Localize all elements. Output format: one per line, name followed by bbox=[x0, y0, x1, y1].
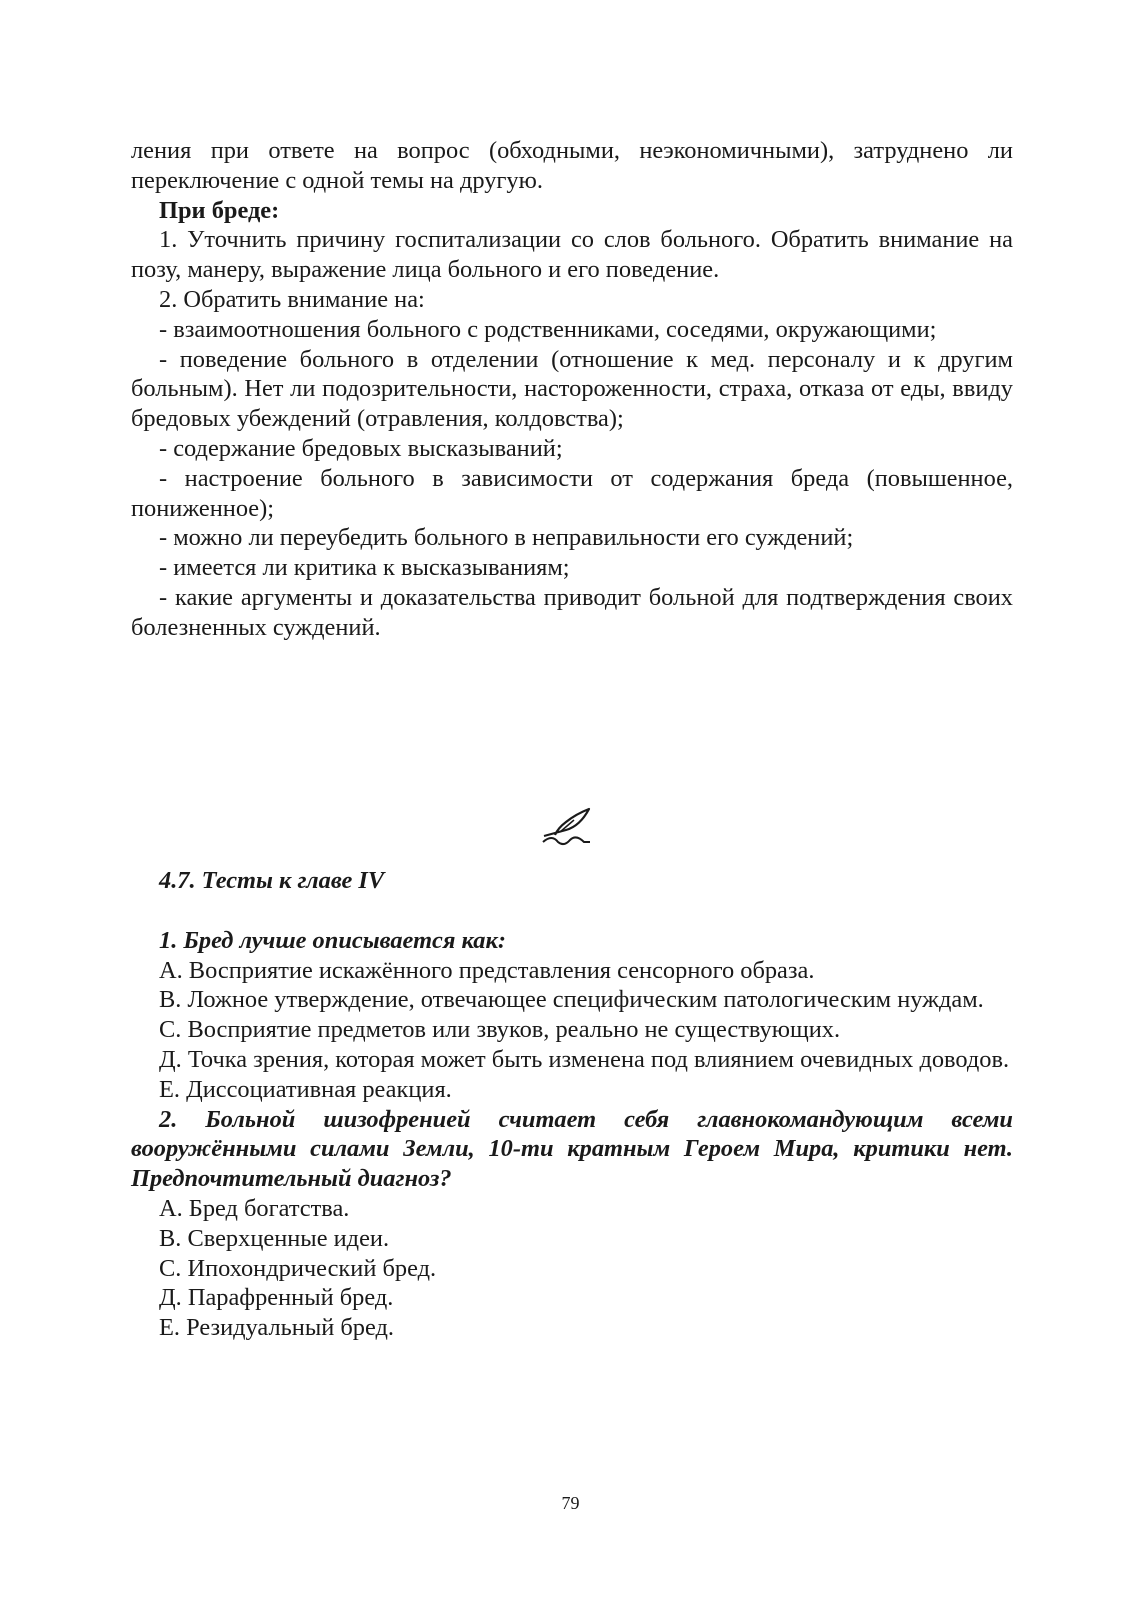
page-body bbox=[131, 136, 1013, 643]
subheading-delusion: При бреде: bbox=[159, 196, 280, 224]
quill-pen-icon bbox=[540, 806, 594, 848]
section-heading: 4.7. Тесты к главе IV bbox=[159, 867, 385, 894]
list-item: - имеется ли критика к высказываниям; bbox=[159, 554, 570, 582]
answer-option: Д. Точка зрения, которая может быть изменена под влиянием очевидных доводов. bbox=[159, 1045, 1010, 1073]
answer-option: С. Ипохондрический бред. bbox=[159, 1254, 437, 1282]
answer-option: А. Бред богатства. bbox=[159, 1194, 350, 1222]
question-1: 1. Бред лучше описывается как: bbox=[159, 926, 506, 954]
paragraph-continuation: ления при ответе на вопрос (обходными, неэкономичными), затруднено ли переключение с одной темы на другую. bbox=[131, 137, 1013, 194]
tests-section bbox=[131, 866, 1013, 1343]
list-item: - настроение больного в зависимости от содержания бреда (повышенное, пониженное); bbox=[131, 464, 1013, 522]
list-item: - взаимоотношения больного с родственниками, соседями, окружающими; bbox=[159, 315, 937, 343]
list-item: 1. Уточнить причину госпитализации со слов больного. Обратить внимание на позу, манеру, выражение лица больного и его поведение. bbox=[131, 226, 1013, 284]
question-2: 2. Больной шизофренией считает себя главнокомандующим всеми вооружёнными силами Земли, 10-ти кратным Героем Мира, критики нет. Предпочтительный диагноз? bbox=[131, 1105, 1013, 1193]
answer-option: Д. Парафренный бред. bbox=[159, 1284, 394, 1312]
answer-option: Е. Диссоциативная реакция. bbox=[159, 1075, 452, 1103]
list-item: - поведение больного в отделении (отношение к мед. персоналу и к другим больным). Нет ли подозрительности, настороженности, страха, отказа от еды, ввиду бредовых убеждений (отравления, колдовства); bbox=[131, 345, 1013, 433]
list-item: - какие аргументы и доказательства приводит больной для подтверждения своих болезненных суждений. bbox=[131, 583, 1013, 641]
answer-option: Е. Резидуальный бред. bbox=[159, 1314, 394, 1342]
answer-option: А. Восприятие искажённого представления сенсорного образа. bbox=[159, 956, 815, 984]
answer-option: В. Сверхценные идеи. bbox=[159, 1224, 390, 1252]
answer-option: В. Ложное утверждение, отвечающее специфическим патологическим нуждам. bbox=[159, 986, 984, 1014]
list-item: - содержание бредовых высказываний; bbox=[159, 434, 563, 462]
list-item: - можно ли переубедить больного в неправильности его суждений; bbox=[159, 524, 854, 552]
page-number: 79 bbox=[561, 1493, 580, 1513]
list-item: 2. Обратить внимание на: bbox=[159, 285, 425, 313]
answer-option: С. Восприятие предметов или звуков, реально не существующих. bbox=[159, 1016, 841, 1044]
